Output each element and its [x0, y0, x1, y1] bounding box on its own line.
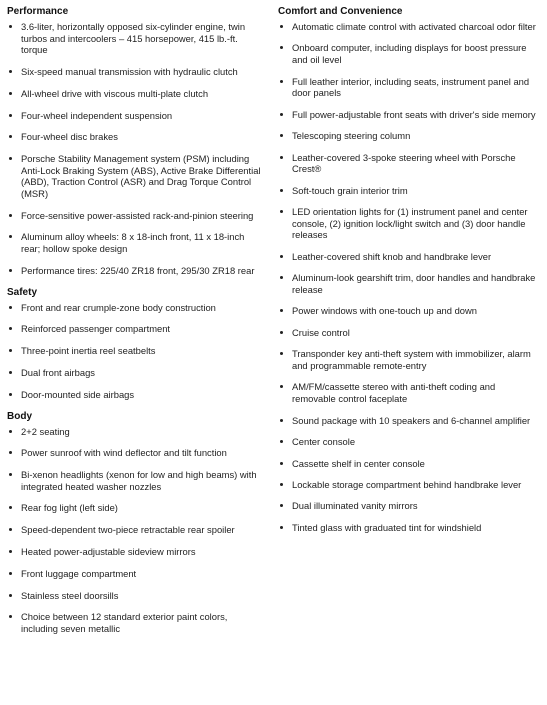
list-item: LED orientation lights for (1) instrument panel and center console, (2) ignition lock/light switch and (3) door handle releases	[278, 206, 540, 241]
list-item: Aluminum-look gearshift trim, door handles and handbrake release	[278, 272, 540, 295]
list-item: Dual illuminated vanity mirrors	[278, 500, 540, 512]
section-safety	[7, 287, 263, 401]
list-item: Rear fog light (left side)	[7, 502, 263, 514]
list-item: Front luggage compartment	[7, 568, 263, 580]
list-item: Aluminum alloy wheels: 8 x 18-inch front, 11 x 18-inch rear; hollow spoke design	[7, 231, 263, 254]
list-item: AM/FM/cassette stereo with anti-theft coding and removable control faceplate	[278, 381, 540, 404]
list-item: Front and rear crumple-zone body construction	[7, 302, 263, 314]
list-item: Telescoping steering column	[278, 130, 540, 142]
list-body	[7, 426, 263, 635]
section-performance	[7, 6, 263, 276]
section-comfort	[278, 6, 540, 534]
list-item: Tinted glass with graduated tint for windshield	[278, 522, 540, 534]
list-item: Heated power-adjustable sideview mirrors	[7, 546, 263, 558]
list-item: Soft-touch grain interior trim	[278, 185, 540, 197]
list-item: Door-mounted side airbags	[7, 389, 263, 401]
list-item: 3.6-liter, horizontally opposed six-cylinder engine, twin turbos and intercoolers – 415 horsepower, 415 lb.-ft. torque	[7, 21, 263, 56]
list-item: Speed-dependent two-piece retractable rear spoiler	[7, 524, 263, 536]
section-title-safety: Safety	[7, 286, 38, 298]
list-item: Four-wheel independent suspension	[7, 110, 263, 122]
list-item: All-wheel drive with viscous multi-plate clutch	[7, 88, 263, 100]
list-item: Sound package with 10 speakers and 6-channel amplifier	[278, 415, 540, 427]
list-item: Bi-xenon headlights (xenon for low and high beams) with integrated heated washer nozzles	[7, 469, 263, 492]
list-item: Choice between 12 standard exterior paint colors, including seven metallic	[7, 611, 263, 634]
list-item: Transponder key anti-theft system with immobilizer, alarm and programmable remote-entry	[278, 348, 540, 371]
list-item: Leather-covered 3-spoke steering wheel with Porsche Crest®	[278, 152, 540, 175]
list-item: Center console	[278, 436, 540, 448]
list-item: Force-sensitive power-assisted rack-and-pinion steering	[7, 210, 263, 222]
list-item: Three-point inertia reel seatbelts	[7, 345, 263, 357]
section-body	[7, 411, 263, 635]
section-title-body: Body	[7, 410, 32, 422]
list-item: Six-speed manual transmission with hydraulic clutch	[7, 66, 263, 78]
right-column	[278, 6, 540, 543]
list-item: Performance tires: 225/40 ZR18 front, 295/30 ZR18 rear	[7, 265, 263, 277]
list-safety	[7, 302, 263, 401]
list-comfort	[278, 21, 540, 534]
list-item: Automatic climate control with activated charcoal odor filter	[278, 21, 540, 33]
list-item: Cassette shelf in center console	[278, 458, 540, 470]
list-item: Leather-covered shift knob and handbrake lever	[278, 251, 540, 263]
section-title-comfort: Comfort and Convenience	[278, 6, 403, 17]
list-item: Cruise control	[278, 327, 540, 339]
list-item: Full leather interior, including seats, instrument panel and door panels	[278, 76, 540, 99]
list-item: Power windows with one-touch up and down	[278, 305, 540, 317]
list-item: Power sunroof with wind deflector and tilt function	[7, 447, 263, 459]
list-item: Porsche Stability Management system (PSM) including Anti-Lock Braking System (ABS), Active Brake Differential (ABD), Traction Control (ASR) and Drag Torque Control (MSR)	[7, 153, 263, 199]
list-item: Full power-adjustable front seats with driver's side memory	[278, 109, 540, 121]
section-title-performance: Performance	[7, 6, 69, 17]
list-item: Four-wheel disc brakes	[7, 131, 263, 143]
left-column	[7, 6, 263, 645]
list-item: Reinforced passenger compartment	[7, 323, 263, 335]
list-item: Onboard computer, including displays for boost pressure and oil level	[278, 42, 540, 65]
list-performance	[7, 21, 263, 276]
list-item: Stainless steel doorsills	[7, 590, 263, 602]
list-item: 2+2 seating	[7, 426, 263, 438]
list-item: Dual front airbags	[7, 367, 263, 379]
list-item: Lockable storage compartment behind handbrake lever	[278, 479, 540, 491]
